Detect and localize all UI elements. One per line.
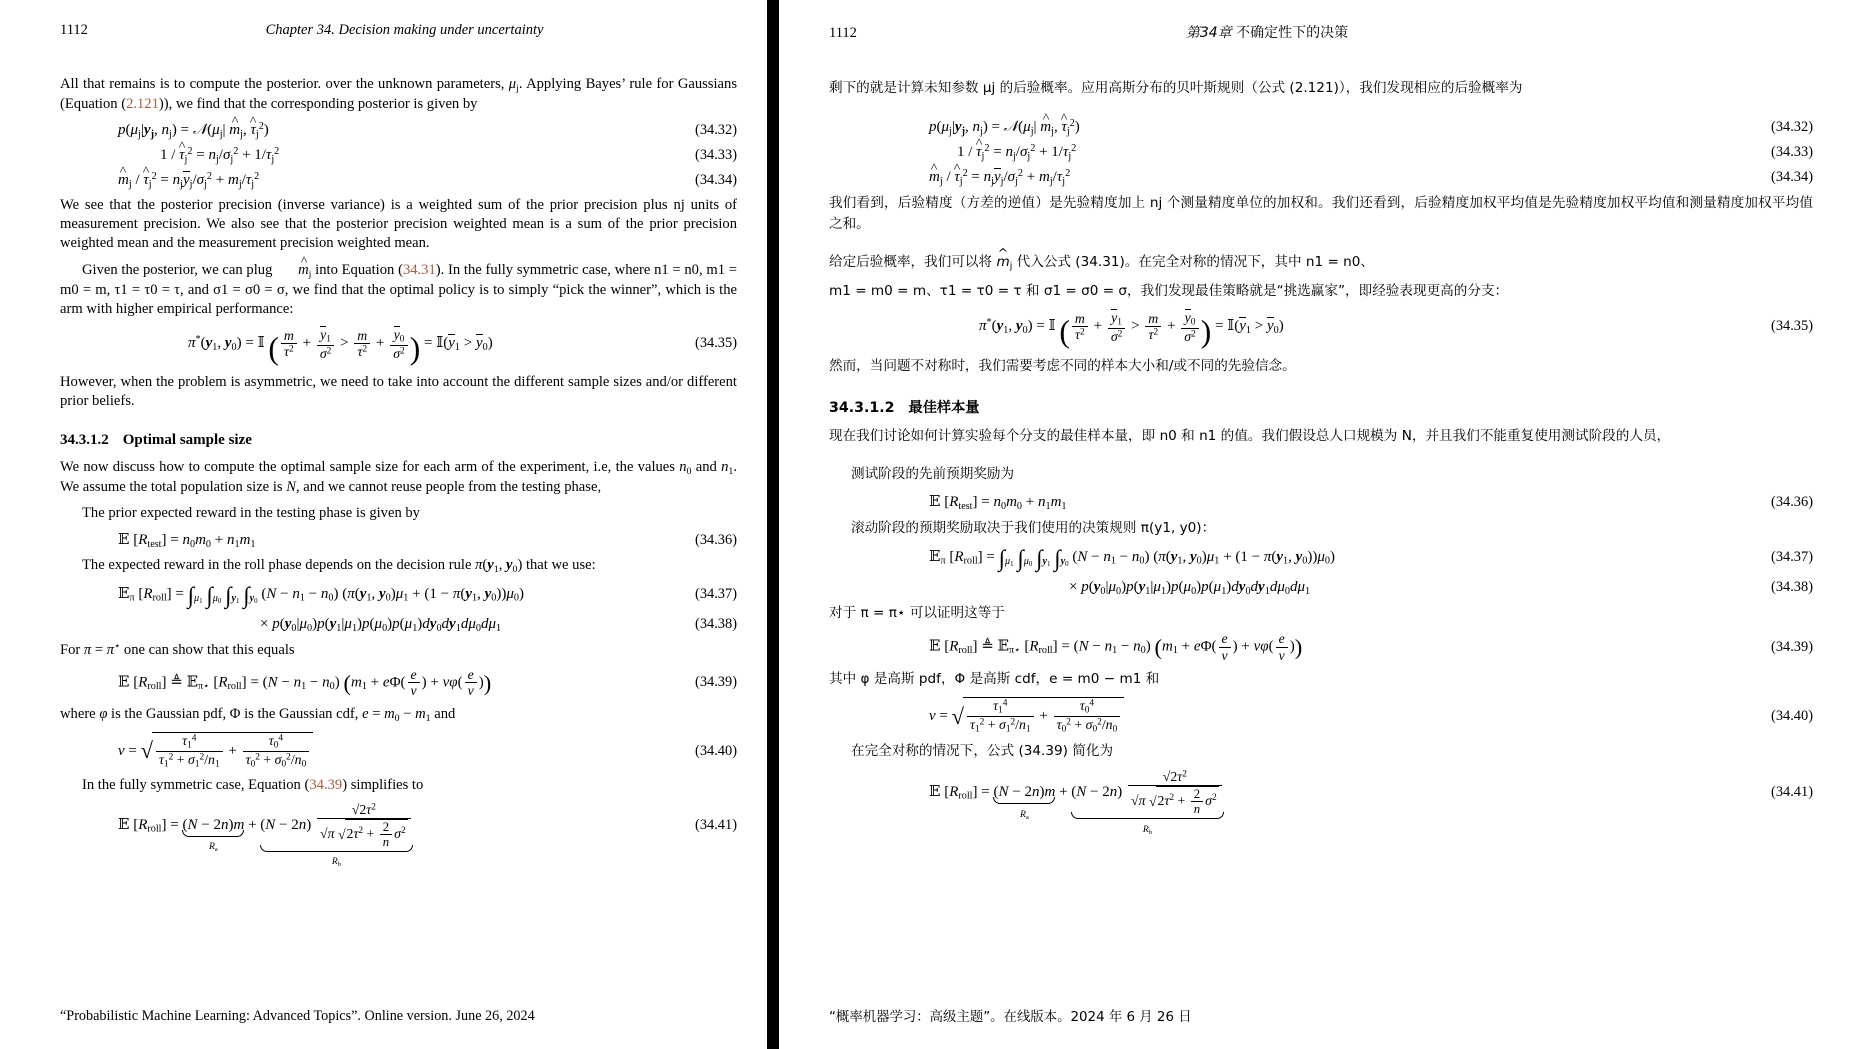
equation-34-36-row — [60, 530, 737, 550]
equation-34-34-row-cn — [829, 168, 1813, 187]
equation-34-37-row — [60, 583, 737, 610]
page-left-english — [0, 0, 767, 1049]
page-footer-right: “概率机器学习：高级主题”。在线版本。2024 年 6 月 26 日 — [829, 1010, 1192, 1025]
page-header-right — [829, 22, 1813, 42]
paragraph-pi-star-cn: 对于 π = π⋆ 可以证明这等于 — [829, 605, 1005, 622]
equation-34-39-cn: 𝔼 $[R_{roll}]$ ≜ 𝔼$_{\pi⋆}$ $[R_{roll}] = (N - n_1 - n_0) (m_1 + e\Phi$( $\frac{e}{v}$ ) + vφ( $\frac{e}{v}$ )) — [929, 631, 1303, 663]
section-number-cn: 34.3.1.2 — [829, 400, 895, 417]
folio-number-right: 1112 — [829, 25, 857, 41]
equation-tag-34-37-cn: (34.37) — [1771, 549, 1813, 566]
paragraph-posterior-intro-cn: 剩下的就是计算未知参数 μj 的后验概率。应用高斯分布的贝叶斯规则（公式 (2.121)），我们发现相应的后验概率为 — [829, 80, 1523, 96]
equation-34-34: ^ $m_j$ / ^ $\tau_j^2 = n_jy_j/\sigma_j^2 + m_j/\tau_j^2$ — [60, 171, 695, 190]
running-head-chapter: 第34章 — [1185, 25, 1232, 41]
equation-34-33-row — [60, 146, 737, 165]
equation-34-35: $\pi^*(y_1$, $y_0$) = 𝕀 ( $\frac{m}{\tau^2}$ + $\frac{y_1}{\sigma^2}$ > $\frac{m}{\tau^2}$ + $\frac{y_0}{\sigma^2}$ ) = $𝕀(y_1 > y_0)$ — [188, 327, 493, 367]
equation-34-36-row-cn — [829, 492, 1813, 512]
equation-34-37-row-cn — [829, 546, 1813, 573]
equation-34-36: 𝔼 $[R_{test}] = n_0m_0 + n_1m_1$ — [118, 530, 256, 550]
paragraph-roll-phase-cn: 滚动阶段的预期奖励取决于我们使用的决策规则 π(y1, y0)： — [851, 520, 1216, 537]
equation-34-38-row — [60, 616, 737, 634]
equation-34-38-cn: × $p(y_0|\mu_0)p(y_1|\mu_1)p(\mu_0)p(\mu_1)dy_0dy_1d\mu_0d\mu_1$ — [1069, 579, 1311, 598]
equation-34-32-row-cn — [829, 118, 1813, 137]
section-title: Optimal sample size — [122, 431, 252, 448]
equation-34-33: 1 / ^ $\tau_j^2 = n_j/\sigma_j^2 + 1/\tau_j^2$ — [60, 146, 695, 165]
paragraph-gaussian-defs: where φ is the Gaussian pdf, Φ is the Gaussian cdf, $e = m_0 - m_1$ and — [60, 705, 456, 724]
equation-tag-34-35-cn: (34.35) — [1771, 318, 1813, 335]
paragraph-pi-star: For π = π⋆ one can show that this equals — [60, 640, 295, 658]
equation-ref-34-39[interactable]: 34.39 — [309, 776, 343, 793]
equation-34-32-cn: $p(\mu_j|y_j$, $n_j$) = $𝒩(\mu_j|$ ^ $m_j$, ^ $\tau_j^2$) — [829, 118, 1771, 137]
paragraph-plug-in-cn: 给定后验概率，我们可以将 ^ $m_j$ 代入公式 (34.31)。在完全对称的情况下，其中 n1 = n0、 — [829, 252, 1813, 274]
equation-tag-34-38: (34.38) — [695, 615, 737, 632]
equation-tag-34-39: (34.39) — [695, 674, 737, 691]
equation-34-35-row-cn — [829, 309, 1813, 350]
equation-34-40: v = √ $\frac{\tau_1^4}{\tau_1^2 + \sigma_1^2/n_1}$ + $\frac{\tau_0^4}{\tau_0^2 + \sigma_0^2/n_0}$ — [60, 732, 695, 770]
equation-tag-34-40-cn: (34.40) — [1771, 708, 1813, 725]
page-footer-left: “Probabilistic Machine Learning: Advanced Topics”. Online version. June 26, 2024 — [60, 1008, 535, 1024]
equation-tag-34-41-cn: (34.41) — [1771, 784, 1813, 801]
paragraph-symmetric-simplify-cn: 在完全对称的情况下，公式 (34.39) 简化为 — [851, 743, 1114, 760]
equation-34-39-row-cn — [829, 631, 1813, 663]
section-heading-optimal-sample-size-cn — [829, 397, 1813, 417]
paragraph-posterior-intro: All that remains is to compute the posterior. over the unknown parameters, $\mu_j$. Applying Bayes’ rule for Gaussians (Equation (2.121)), we find that the corresponding posterior is given by — [60, 76, 737, 112]
paragraph-sample-size-intro: We now discuss how to compute the optimal sample size for each arm of the experiment, i.e, the values $n_0$ and $n_1$. We assume the total population size is N, and we cannot reuse people from the testing phase, — [60, 458, 737, 495]
paragraph-sample-size-intro-cn: 现在我们讨论如何计算实验每个分支的最佳样本量，即 n0 和 n1 的值。我们假设总人口规模为 N，并且我们不能重复使用测试阶段的人员， — [829, 428, 1671, 445]
equation-34-41: 𝔼 $[R_{roll}]$ = (N − 2n)m $R_a$ + (N − 2n) $√2\tau^2$ √π $√2\tau^2$ + $\frac{2}{n}$ $\sigma^2$ $R_b$ — [60, 802, 695, 864]
equation-34-41-cn: 𝔼 $[R_{roll}]$ = (N − 2n)m $R_a$ + (N − 2n) $√2\tau^2$ √π $√2\tau^2$ + $\frac{2}{n}$ $\sigma^2$ $R_b$ — [829, 769, 1771, 831]
paragraph-plug-in-cn-2: m1 = m0 = m、τ1 = τ0 = τ 和 σ1 = σ0 = σ，我们发现最佳策略就是“挑选赢家”，即经验表现更高的分支： — [829, 282, 1509, 299]
equation-34-40-cn: v = √ $\frac{\tau_1^4}{\tau_1^2 + \sigma_1^2/n_1}$ + $\frac{\tau_0^4}{\tau_0^2 + \sigma_0^2/n_0}$ — [829, 697, 1771, 735]
equation-34-38-row-cn — [829, 579, 1813, 597]
equation-34-37: 𝔼$_\pi$ $[R_{roll}] = \int_{\mu_1}$ $\int_{\mu_0}$ $\int_{y_1}$ $\int_{y_0}$ $(N - n_1 - n_0)$ ($\pi(y_1$, $y_0)\mu_1 + (1 - \pi(y_1$, $y_0))\mu_0$) — [118, 582, 524, 609]
equation-34-34-cn: ^ $m_j$ / ^ $\tau_j^2 = n_jy_j/\sigma_j^2 + m_j/\tau_j^2$ — [829, 168, 1771, 187]
paragraph-prior-expected-reward-cn: 测试阶段的先前预期奖励为 — [851, 466, 1015, 483]
equation-tag-34-34-cn: (34.34) — [1771, 169, 1813, 186]
equation-34-36-cn: 𝔼 $[R_{test}] = n_0m_0 + n_1m_1$ — [929, 492, 1067, 513]
equation-34-32-row — [60, 121, 737, 140]
equation-34-33-row-cn — [829, 143, 1813, 162]
equation-tag-34-32-cn: (34.32) — [1771, 119, 1813, 136]
equation-tag-34-34: (34.34) — [695, 172, 737, 189]
page-divider — [767, 0, 779, 1049]
equation-34-39: 𝔼 $[R_{roll}]$ ≜ 𝔼$_{\pi⋆}$ $[R_{roll}] = (N - n_1 - n_0) (m_1 + e\Phi$( $\frac{e}{v}$ ) + vφ( $\frac{e}{v}$ )) — [118, 666, 492, 699]
running-head-right — [901, 22, 1813, 42]
equation-ref-2-121[interactable]: 2.121 — [126, 95, 159, 112]
page-header-left — [60, 22, 737, 39]
equation-34-33-cn: 1 / ^ $\tau_j^2 = n_j/\sigma_j^2 + 1/\tau_j^2$ — [829, 143, 1771, 162]
equation-tag-34-36-cn: (34.36) — [1771, 494, 1813, 511]
equation-34-41-row-cn — [829, 769, 1813, 836]
equation-34-40-row — [60, 732, 737, 770]
equation-34-37-cn: 𝔼$_\pi$ $[R_{roll}] = \int_{\mu_1}$ $\int_{\mu_0}$ $\int_{y_1}$ $\int_{y_0}$ $(N - n_1 - n_0)$ ($\pi(y_1$, $y_0)\mu_1 + (1 - \pi(y_1$, $y_0))\mu_0$) — [929, 546, 1335, 573]
equation-tag-34-35: (34.35) — [695, 335, 737, 352]
paragraph-asymmetric: However, when the problem is asymmetric, we need to take into account the different sample sizes and/or different prior beliefs. — [60, 374, 737, 410]
equation-34-32: $p(\mu_j|y_j$, $n_j$) = $𝒩(\mu_j|$ ^ $m_j$, ^ $\tau_j^2$) — [60, 121, 695, 140]
paragraph-precision-explanation-cn: 我们看到，后验精度（方差的逆值）是先验精度加上 nj 个测量精度单位的加权和。我们还看到，后验精度加权平均值是先验精度加权平均值和测量精度加权平均值之和。 — [829, 194, 1813, 232]
section-title-cn: 最佳样本量 — [908, 400, 980, 417]
equation-34-34-row — [60, 171, 737, 190]
equation-34-39-row — [60, 667, 737, 699]
equation-34-35-cn: $\pi^*(y_1$, $y_0$) = 𝕀 ( $\frac{m}{\tau^2}$ + $\frac{y_1}{\sigma^2}$ > $\frac{m}{\tau^2}$ + $\frac{y_0}{\sigma^2}$ ) = $𝕀(y_1 > y_0)$ — [979, 309, 1284, 350]
paragraph-prior-expected-reward: The prior expected reward in the testing phase is given by — [82, 504, 420, 521]
equation-tag-34-39-cn: (34.39) — [1771, 638, 1813, 655]
page-right-chinese — [779, 0, 1853, 1049]
equation-tag-34-33: (34.33) — [695, 147, 737, 164]
equation-tag-34-41: (34.41) — [695, 816, 737, 833]
section-heading-optimal-sample-size — [60, 432, 737, 449]
paragraph-plug-in: Given the posterior, we can plug ^ $m_j$ into Equation (34.31). In the fully symmetric case, where n1 = n0, m1 = m0 = m, τ1 = τ0 = τ, and σ1 = σ0 = σ, we find that the optimal policy is to simply “pick the winner”, which is the arm with higher empirical performance: — [60, 261, 737, 319]
equation-34-38: × $p(y_0|\mu_0)p(y_1|\mu_1)p(\mu_0)p(\mu_1)dy_0dy_1d\mu_0d\mu_1$ — [260, 615, 502, 634]
equation-tag-34-38-cn: (34.38) — [1771, 579, 1813, 596]
section-number: 34.3.1.2 — [60, 431, 109, 448]
equation-34-35-row — [60, 326, 737, 367]
equation-tag-34-36: (34.36) — [695, 532, 737, 549]
paragraph-gaussian-defs-cn: 其中 φ 是高斯 pdf，Φ 是高斯 cdf，e = m0 − m1 和 — [829, 671, 1160, 688]
equation-34-41-row — [60, 802, 737, 868]
equation-tag-34-33-cn: (34.33) — [1771, 144, 1813, 161]
folio-number-left: 1112 — [60, 22, 88, 38]
equation-34-40-row-cn — [829, 697, 1813, 735]
equation-ref-34-31[interactable]: 34.31 — [402, 261, 436, 278]
paragraph-asymmetric-cn: 然而，当问题不对称时，我们需要考虑不同的样本大小和/或不同的先验信念。 — [829, 358, 1296, 375]
paragraph-precision-explanation: We see that the posterior precision (inverse variance) is a weighted sum of the prior precision plus nj units of measurement precision. We also see that the posterior precision weighted mean is a sum of the prior precision weighted mean and the measurement precision weighted mean. — [60, 196, 737, 252]
equation-tag-34-37: (34.37) — [695, 585, 737, 602]
paragraph-roll-phase: The expected reward in the roll phase depends on the decision rule $\pi(y_1$, $y_0$) that we use: — [82, 556, 596, 575]
paragraph-symmetric-simplify: In the fully symmetric case, Equation (34.39) simplifies to — [82, 776, 424, 793]
equation-tag-34-32: (34.32) — [695, 122, 737, 139]
equation-tag-34-40: (34.40) — [695, 742, 737, 759]
running-head-chapter-title: 不确定性下的决策 — [1236, 25, 1349, 41]
running-head-left: Chapter 34. Decision making under uncertainty — [265, 22, 544, 38]
